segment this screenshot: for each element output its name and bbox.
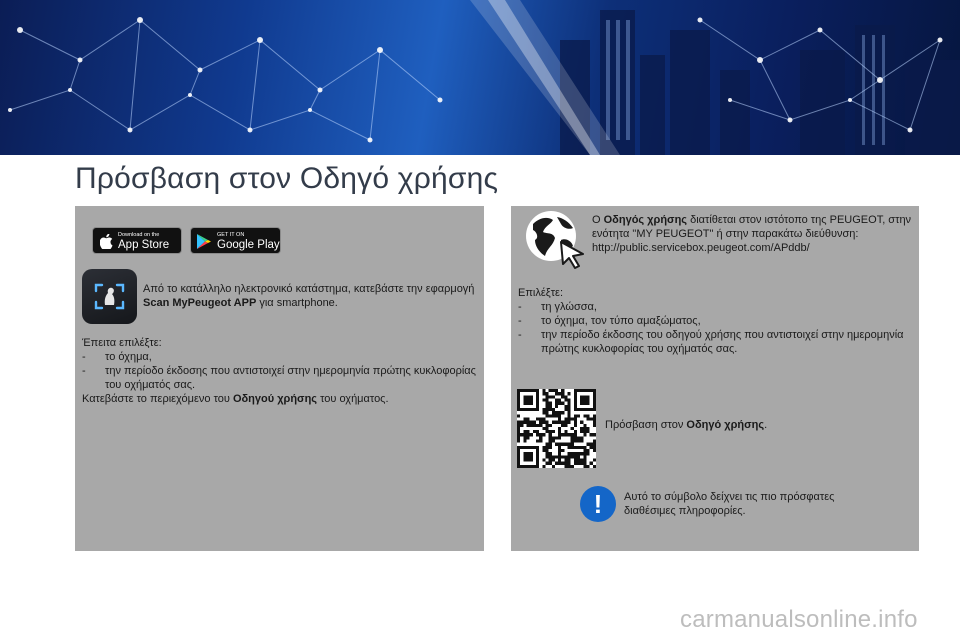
- download-bold: Οδηγού χρήσης: [232, 393, 318, 405]
- list-dash: -: [518, 301, 522, 313]
- peugeot-lion-icon: [82, 269, 137, 324]
- right-list-item-period-cont: πρώτης κυκλοφορίας του οχήματός σας.: [541, 343, 738, 355]
- info-text-line-1: Αυτό το σύμβολο δείχνει τις πιο πρόσφατες: [624, 491, 835, 503]
- google-play-icon: [197, 234, 211, 249]
- app-store-sub: Download on the: [118, 232, 160, 238]
- list-dash: -: [518, 329, 522, 341]
- google-play-main: Google Play: [217, 239, 280, 251]
- scan-mypeugeot-app-icon: [82, 269, 137, 324]
- web-text-bold: Οδηγός χρήσης: [603, 214, 688, 226]
- left-list-item-period: την περίοδο έκδοσης που αντιστοιχεί στην ημερομηνία πρώτης κυκλοφορίας: [105, 365, 476, 377]
- left-list-item-vehicle: το όχημα,: [105, 351, 152, 363]
- watermark: carmanualsonline.info: [680, 606, 918, 633]
- download-post: του οχήματος.: [317, 393, 389, 405]
- right-list-item-language: τη γλώσσα,: [541, 301, 597, 313]
- right-list-item-period: την περίοδο έκδοσης του οδηγού χρήσης που αντιστοιχεί στην ημερομηνία: [541, 329, 904, 341]
- web-text-rest: διατίθεται στον ιστότοπο της PEUGEOT, στην: [687, 214, 912, 226]
- right-select-heading: Επιλέξτε:: [518, 287, 564, 299]
- qr-code-pattern: [517, 389, 596, 468]
- list-dash: -: [518, 315, 522, 327]
- download-pre: Κατεβάστε το περιεχόμενο του: [82, 393, 233, 405]
- qr-finder-pattern: [517, 446, 539, 468]
- manual-url-link[interactable]: http://public.servicebox.peugeot.com/APddb/: [592, 242, 810, 254]
- qr-text-bold: Οδηγό χρήσης: [686, 419, 765, 431]
- list-dash: -: [82, 351, 86, 363]
- web-text-line-2: ενότητα "MY PEUGEOT" ή στην παρακάτω διεύθυνση:: [592, 228, 859, 240]
- app-text-rest: για smartphone.: [256, 297, 338, 309]
- list-dash: -: [82, 365, 86, 377]
- network-city-illustration: [0, 0, 960, 155]
- app-text-line-2: [143, 296, 338, 310]
- qr-text-pre: Πρόσβαση στον: [605, 419, 687, 431]
- info-text-line-2: διαθέσιμες πληροφορίες.: [624, 505, 746, 517]
- web-text-pre: Ο: [592, 214, 604, 226]
- app-text-line-1: Από το κατάλληλο ηλεκτρονικό κατάστημα, κατεβάστε την εφαρμογή: [143, 283, 475, 295]
- app-store-badge[interactable]: [92, 227, 182, 254]
- app-name: Scan MyPeugeot APP: [143, 297, 257, 309]
- globe-cursor-icon: [523, 208, 587, 270]
- left-select-heading: Έπειτα επιλέξτε:: [82, 337, 162, 349]
- google-play-badge[interactable]: [190, 227, 281, 254]
- globe-icon: [523, 208, 587, 270]
- web-text-line-1: [592, 213, 911, 227]
- right-list-item-vehicle: το όχημα, τον τύπο αμαξώματος,: [541, 315, 701, 327]
- qr-text: [605, 418, 767, 432]
- app-store-main: App Store: [118, 239, 170, 251]
- qr-finder-pattern: [517, 389, 539, 411]
- header-banner-image: [0, 0, 960, 155]
- page-title: Πρόσβαση στον Οδηγό χρήσης: [75, 162, 499, 195]
- left-download-text: [82, 392, 389, 406]
- google-play-sub: GET IT ON: [217, 232, 245, 238]
- left-list-item-period-cont: του οχήματός σας.: [105, 379, 196, 391]
- qr-text-post: .: [764, 419, 768, 431]
- info-exclamation-icon: !: [580, 486, 616, 522]
- qr-finder-pattern: [574, 389, 596, 411]
- qr-code[interactable]: [517, 389, 596, 468]
- apple-icon: [100, 234, 113, 249]
